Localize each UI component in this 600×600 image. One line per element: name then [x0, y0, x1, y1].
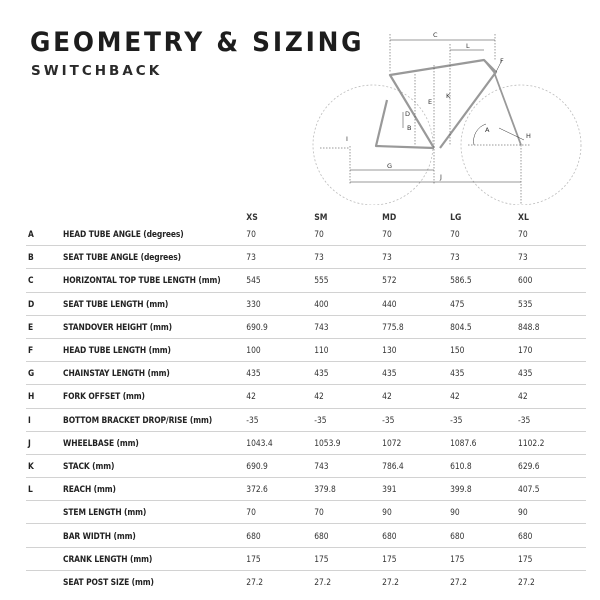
column-header: MD: [382, 213, 397, 223]
cell-sm: 555: [314, 269, 382, 292]
cell-lg: 175: [450, 547, 518, 570]
cell-sm: 400: [314, 292, 382, 315]
cell-lg: 586.5: [450, 269, 518, 292]
row-key: A: [26, 223, 63, 246]
table-row: [26, 478, 586, 501]
cell-md: 73: [382, 246, 450, 269]
row-key: D: [26, 292, 63, 315]
cell-lg: 27.2: [450, 576, 467, 587]
cell-xl: 435: [518, 362, 586, 385]
model-name: SWITCHBACK: [31, 63, 163, 79]
cell-xs: 1043.4: [246, 431, 314, 454]
cell-xs: 545: [246, 269, 314, 292]
row-label: HORIZONTAL TOP TUBE LENGTH (mm): [63, 269, 246, 292]
row-label: STACK (mm): [63, 454, 246, 477]
cell-xs: 435: [246, 362, 314, 385]
table-row: [26, 454, 586, 477]
row-key: [26, 570, 63, 593]
cell-md: 27.2: [382, 576, 399, 587]
cell-lg: 610.8: [450, 454, 518, 477]
row-key: C: [26, 269, 63, 292]
cell-sm: 70: [314, 223, 382, 246]
cell-md: 786.4: [382, 454, 450, 477]
cell-sm: 73: [314, 246, 382, 269]
cell-xs: 70: [246, 501, 314, 524]
table-row: [26, 547, 586, 570]
column-header: SM: [314, 213, 328, 223]
row-key: [26, 501, 63, 524]
cell-lg: 399.8: [450, 478, 518, 501]
cell-lg: -35: [450, 408, 518, 431]
row-label: HEAD TUBE ANGLE (degrees): [63, 223, 246, 246]
cell-sm: 1053.9: [314, 431, 382, 454]
bike-geometry-diagram: [290, 20, 590, 205]
cell-lg: 435: [450, 362, 518, 385]
cell-xs: -35: [246, 408, 314, 431]
column-header: XS: [246, 213, 258, 223]
row-label: STEM LENGTH (mm): [63, 501, 246, 524]
cell-md: -35: [382, 408, 450, 431]
cell-sm: 27.2: [314, 576, 331, 587]
cell-md: 130: [382, 338, 450, 361]
cell-sm: 42: [314, 385, 382, 408]
cell-xs: 680: [246, 524, 314, 547]
cell-lg: 475: [450, 292, 518, 315]
diagram-label-k: K: [446, 92, 451, 100]
cell-sm: 175: [314, 547, 382, 570]
cell-xs: 175: [246, 547, 314, 570]
cell-lg: 1087.6: [450, 431, 518, 454]
row-label: STANDOVER HEIGHT (mm): [63, 315, 246, 338]
table-row: [26, 501, 586, 524]
cell-md: 775.8: [382, 315, 450, 338]
cell-md: 391: [382, 478, 450, 501]
cell-sm: 680: [314, 524, 382, 547]
cell-xl: 680: [518, 524, 586, 547]
cell-lg: 42: [450, 385, 518, 408]
cell-md: 42: [382, 385, 450, 408]
cell-sm: 379.8: [314, 478, 382, 501]
table-row: [26, 362, 586, 385]
diagram-label-d: D: [405, 110, 411, 118]
row-key: I: [26, 408, 63, 431]
cell-xl: 175: [518, 547, 586, 570]
row-label: CHAINSTAY LENGTH (mm): [63, 362, 246, 385]
cell-lg: 804.5: [450, 315, 518, 338]
cell-xl: 73: [518, 246, 586, 269]
column-header: XL: [518, 213, 529, 223]
cell-sm: 743: [314, 454, 382, 477]
table-row: [26, 524, 586, 547]
table-row: [26, 431, 586, 454]
table-row: [26, 570, 586, 593]
diagram-label-b: B: [407, 124, 412, 132]
frame: [376, 60, 521, 148]
cell-lg: 680: [450, 524, 518, 547]
cell-sm: -35: [314, 408, 382, 431]
row-key: E: [26, 315, 63, 338]
cell-xs: 42: [246, 385, 314, 408]
table-row: [26, 338, 586, 361]
row-label: SEAT TUBE ANGLE (degrees): [63, 246, 246, 269]
cell-xl: 848.8: [518, 315, 586, 338]
rear-wheel: [313, 85, 433, 205]
row-key: L: [26, 478, 63, 501]
diagram-label-l: L: [466, 42, 470, 50]
cell-sm: 743: [314, 315, 382, 338]
cell-xl: 42: [518, 385, 586, 408]
cell-sm: 435: [314, 362, 382, 385]
cell-xl: 70: [518, 223, 586, 246]
diagram-label-a: A: [485, 126, 490, 134]
cell-md: 435: [382, 362, 450, 385]
table-row: [26, 408, 586, 431]
cell-sm: 70: [314, 501, 382, 524]
cell-lg: 70: [450, 223, 518, 246]
cell-sm: 110: [314, 338, 382, 361]
row-label: BOTTOM BRACKET DROP/RISE (mm): [63, 408, 246, 431]
cell-lg: 150: [450, 338, 518, 361]
table-row: [26, 223, 586, 246]
cell-lg: 73: [450, 246, 518, 269]
cell-xs: 690.9: [246, 315, 314, 338]
row-label: SEAT TUBE LENGTH (mm): [63, 292, 246, 315]
row-key: K: [26, 454, 63, 477]
cell-xl: 1102.2: [518, 431, 586, 454]
cell-xs: 70: [246, 223, 314, 246]
row-key: [26, 524, 63, 547]
row-key: G: [26, 362, 63, 385]
cell-xl: 27.2: [518, 576, 535, 587]
table-row: [26, 246, 586, 269]
cell-lg: 90: [450, 501, 518, 524]
cell-xl: 535: [518, 292, 586, 315]
row-key: B: [26, 246, 63, 269]
diagram-label-j: J: [440, 173, 442, 181]
cell-xs: 100: [246, 338, 314, 361]
diagram-labels: [346, 31, 531, 181]
cell-xl: 90: [518, 501, 586, 524]
cell-xs: 372.6: [246, 478, 314, 501]
cell-xs: 330: [246, 292, 314, 315]
table-row: [26, 292, 586, 315]
diagram-label-h: H: [526, 132, 531, 140]
diagram-label-g: G: [387, 162, 393, 170]
cell-xl: 629.6: [518, 454, 586, 477]
cell-xs: 27.2: [246, 576, 264, 587]
dimension-lines: [320, 34, 530, 205]
row-label: FORK OFFSET (mm): [63, 385, 246, 408]
row-label: HEAD TUBE LENGTH (mm): [63, 338, 246, 361]
diagram-label-c: C: [433, 31, 438, 39]
row-key: [26, 547, 63, 570]
page-title: GEOMETRY & SIZING: [30, 27, 365, 58]
cell-md: 572: [382, 269, 450, 292]
cell-xl: 600: [518, 269, 586, 292]
table-row: [26, 315, 586, 338]
row-label: REACH (mm): [63, 478, 246, 501]
cell-xs: 690.9: [246, 454, 314, 477]
row-key: F: [26, 338, 63, 361]
row-key: J: [26, 431, 63, 454]
geometry-table: [26, 209, 586, 593]
table-row: [26, 269, 586, 292]
table-header-row: [26, 209, 586, 223]
table-row: [26, 385, 586, 408]
cell-md: 680: [382, 524, 450, 547]
cell-md: 1072: [382, 431, 450, 454]
row-label: WHEELBASE (mm): [63, 431, 246, 454]
row-key: H: [26, 385, 63, 408]
row-label: BAR WIDTH (mm): [63, 524, 246, 547]
cell-xl: 407.5: [518, 478, 586, 501]
row-label: SEAT POST SIZE (mm): [63, 576, 154, 587]
diagram-label-i: I: [346, 135, 348, 143]
cell-md: 70: [382, 223, 450, 246]
cell-xs: 73: [246, 246, 314, 269]
cell-md: 90: [382, 501, 450, 524]
row-label: CRANK LENGTH (mm): [63, 547, 246, 570]
cell-md: 440: [382, 292, 450, 315]
cell-xl: -35: [518, 408, 586, 431]
column-header: LG: [450, 213, 462, 223]
cell-md: 175: [382, 547, 450, 570]
cell-xl: 170: [518, 338, 586, 361]
diagram-label-e: E: [428, 98, 433, 106]
diagram-label-f: F: [500, 57, 504, 65]
